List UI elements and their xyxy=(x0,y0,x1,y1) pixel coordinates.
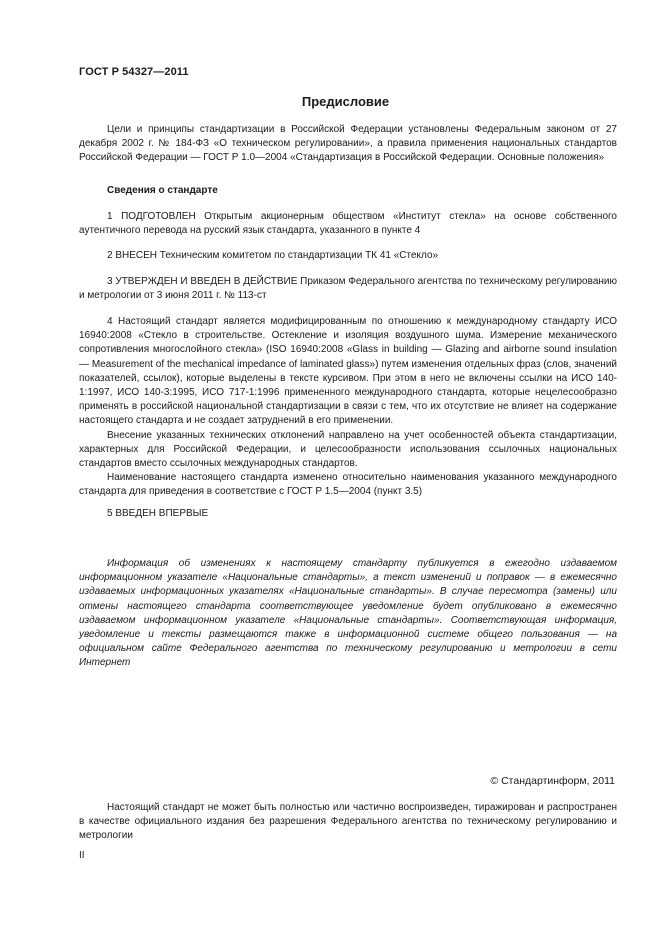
intro-section xyxy=(79,123,617,166)
section-heading-block xyxy=(79,184,617,198)
item4-paragraph-3: Наименование настоящего стандарта изменено относительно наименования указанного международного стандарта для приведения в соответствие с ГОСТ Р 1.5—2004 (пункт 3.5) xyxy=(79,472,617,498)
copyright: © Стандартинформ, 2011 xyxy=(490,775,615,787)
section-heading: Сведения о стандарте xyxy=(107,185,218,196)
page-title: Предисловие xyxy=(301,94,390,109)
reproduction-notice-block xyxy=(79,801,617,844)
item-3-block xyxy=(79,275,617,303)
list-item: 1 ПОДГОТОВЛЕН Открытым акционерным обществом «Институт стекла» на основе собственного аутентичного перевода на русский язык стандарта, указанного в пункте 4 xyxy=(79,211,617,237)
changes-notice: Информация об изменениях к настоящему стандарту публикуется в ежегодно издаваемом информационном указателе «Национальные стандарты», а текст изменений и поправок — в ежемесячно издаваемых информационных указателях «Национальные стандарты». В случае пересмотра (замены) или отмены настоящего стандарта соответствующее уведомление будет опубликовано в ежемесячно издаваемом информационном указателе «Национальные стандарты». Соответствующая информация, уведомление и тексты размещаются также в информационной системе общего пользования — на официальном сайте Федерального агентства по техническому регулированию и метрологии в сети Интернет xyxy=(79,558,617,669)
list-item: 5 ВВЕДЕН ВПЕРВЫЕ xyxy=(107,508,209,519)
item-4-block xyxy=(79,315,617,500)
item4-paragraph-1: 4 Настоящий стандарт является модифицированным по отношению к международному стандарту ИСО 16940:2008 «Стекло в строительстве. Остекление и изоляция воздушного шума. Измерение механического сопротивления многослойного стекла» (ISO 16940:2008 «Glass in building — Glazing and airborne sound insulation — Measurement of the mechanical impedance of laminated glass») путем изменения отдельных фраз (слов, значений показателей, ссылок), которые выделены в тексте курсивом. При этом в него не включены ссылки на ИСО 140-1:1997, ИСО 140-3:1995, ИСО 717-1:1996 примененного международного стандарта, которые нецелесообразно применять в российской национальной стандартизации в связи с тем, что их отсутствие не влияет на содержание настоящего стандарта и не создает затруднений в его применении. xyxy=(79,316,617,427)
list-item: 2 ВНЕСЕН Техническим комитетом по стандартизации ТК 41 «Стекло» xyxy=(107,250,439,261)
item-5-block xyxy=(79,507,617,521)
item4-paragraph-2: Внесение указанных технических отклонений направлено на учет особенностей объекта стандартизации, характерных для Российской Федерации, и целесообразности использования ссылочных национальных стандартов вместо ссылочных международных стандартов. xyxy=(79,429,617,470)
standard-number: ГОСТ Р 54327—2011 xyxy=(79,66,189,78)
page-number: II xyxy=(79,850,85,861)
item-2-block xyxy=(79,249,617,263)
intro-paragraph: Цели и принципы стандартизации в Российской Федерации установлены Федеральным законом от 27 декабря 2002 г. № 184-ФЗ «О техническом регулировании», а правила применения национальных стандартов Российской Федерации — ГОСТ Р 1.0—2004 «Стандартизация в Российской Федерации. Основные положения» xyxy=(79,124,617,164)
list-item: 3 УТВЕРЖДЕН И ВВЕДЕН В ДЕЙСТВИЕ Приказом Федерального агентства по техническому регулированию и метрологии от 3 июня 2011 г. № 113-ст xyxy=(79,276,617,302)
changes-notice-block xyxy=(79,557,617,671)
item-1-block xyxy=(79,210,617,238)
reproduction-notice: Настоящий стандарт не может быть полностью или частично воспроизведен, тиражирован и распространен в качестве официального издания без разрешения Федерального агентства по техническому регулированию и метрологии xyxy=(79,802,617,842)
